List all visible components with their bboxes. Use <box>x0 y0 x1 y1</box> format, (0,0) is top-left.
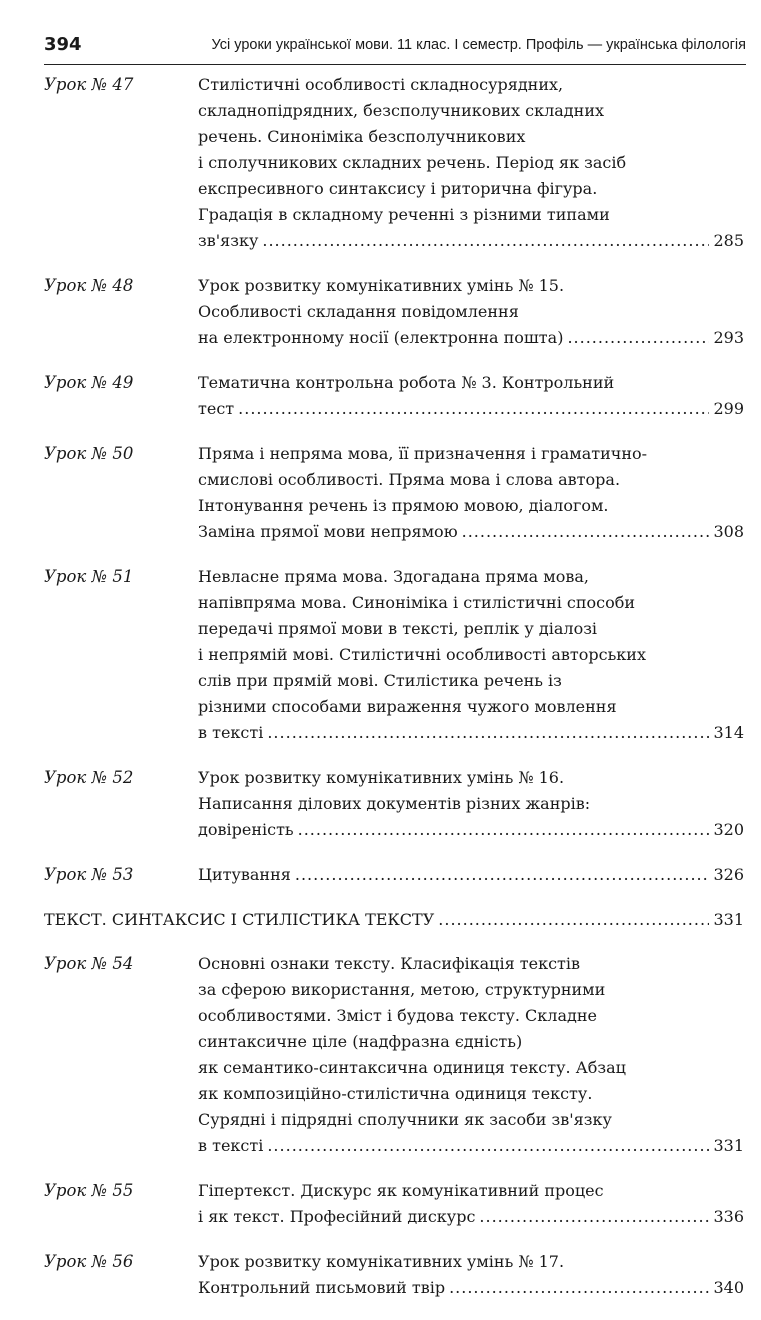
entry-line: Урок розвитку комунікативних умінь № 17. <box>198 1252 565 1271</box>
entry-last-text: Контрольний письмовий твір <box>198 1278 446 1297</box>
entry-line: Невласне пряма мова. Здогадана пряма мова, <box>198 567 590 586</box>
entry-last-text: Цитування <box>198 865 291 884</box>
page-number: 394 <box>44 34 82 55</box>
toc-entry <box>44 765 744 843</box>
lesson-label: Урок № 48 <box>44 276 134 295</box>
entry-text <box>198 273 744 351</box>
entry-line: синтаксичне ціле (надфразна єдність) <box>198 1032 523 1051</box>
entry-text <box>198 1249 744 1301</box>
page-reference: 326 <box>713 865 744 884</box>
lesson-label: Урок № 50 <box>44 444 134 463</box>
entry-last-line <box>198 325 744 351</box>
entry-line: Написання ділових документів різних жанрів: <box>198 794 591 813</box>
leader-dots <box>238 396 709 422</box>
entry-line: і непрямій мові. Стилістичні особливості авторських <box>198 645 646 664</box>
entry-text <box>198 862 744 888</box>
entry-line: речень. Синоніміка безсполучникових <box>198 127 526 146</box>
entry-last-line <box>198 1275 744 1301</box>
entry-text <box>198 951 744 1159</box>
entry-line: смислові особливості. Пряма мова і слова автора. <box>198 470 621 489</box>
entry-last-line <box>198 519 744 545</box>
entry-line: Основні ознаки тексту. Класифікація текстів <box>198 954 581 973</box>
page-reference: 308 <box>713 522 744 541</box>
entry-line: Гіпертекст. Дискурс як комунікативний процес <box>198 1181 604 1200</box>
toc-entries-after <box>44 951 744 1301</box>
leader-dots <box>462 519 710 545</box>
toc-entries-before <box>44 72 744 888</box>
lesson-label: Урок № 51 <box>44 567 134 586</box>
leader-dots <box>262 228 709 254</box>
toc-entry <box>44 72 744 254</box>
page-reference: 336 <box>713 1207 744 1226</box>
entry-last-text: на електронному носії (електронна пошта) <box>198 328 564 347</box>
leader-dots <box>267 1133 709 1159</box>
entry-line: слів при прямій мові. Стилістика речень із <box>198 671 562 690</box>
section-page-number: 331 <box>713 910 744 929</box>
entry-last-line <box>198 228 744 254</box>
entry-text <box>198 1178 744 1230</box>
leader-dots <box>295 862 710 888</box>
entry-line: як семантико-синтаксична одиниця тексту. Абзац <box>198 1058 626 1077</box>
leader-dots <box>449 1275 709 1301</box>
leader-dots <box>438 907 709 933</box>
entry-last-text: зв'язку <box>198 231 259 250</box>
lesson-label: Урок № 53 <box>44 865 134 884</box>
lesson-label: Урок № 49 <box>44 373 134 392</box>
entry-text <box>198 441 744 545</box>
page-reference: 340 <box>713 1278 744 1297</box>
table-of-contents <box>44 72 744 1320</box>
page-reference: 314 <box>713 723 744 742</box>
entry-line: складнопідрядних, безсполучникових складних <box>198 101 605 120</box>
entry-line: Пряма і непряма мова, її призначення і граматично- <box>198 444 648 463</box>
entry-last-line <box>198 817 744 843</box>
entry-text <box>198 564 744 746</box>
page-header <box>44 34 746 65</box>
entry-line: різними способами вираження чужого мовлення <box>198 697 617 716</box>
page-reference: 293 <box>713 328 744 347</box>
page-reference: 331 <box>713 1136 744 1155</box>
page-reference: 299 <box>713 399 744 418</box>
entry-last-text: тест <box>198 399 235 418</box>
entry-line: експресивного синтаксису і риторична фігура. <box>198 179 598 198</box>
entry-last-line <box>198 862 744 888</box>
entry-text <box>198 765 744 843</box>
entry-line: напівпряма мова. Синоніміка і стилістичні способи <box>198 593 636 612</box>
entry-last-line <box>198 396 744 422</box>
entry-line: передачі прямої мови в тексті, реплік у діалозі <box>198 619 598 638</box>
section-title: ТЕКСТ. СИНТАКСИС І СТИЛІСТИКА ТЕКСТУ <box>44 910 435 929</box>
entry-last-line <box>198 1133 744 1159</box>
lesson-label: Урок № 55 <box>44 1181 134 1200</box>
toc-entry <box>44 1249 744 1301</box>
leader-dots <box>298 817 710 843</box>
toc-entry <box>44 441 744 545</box>
entry-line: особливостями. Зміст і будова тексту. Складне <box>198 1006 597 1025</box>
entry-last-text: і як текст. Професійний дискурс <box>198 1207 476 1226</box>
toc-entry <box>44 862 744 888</box>
leader-dots <box>567 325 709 351</box>
entry-text <box>198 370 744 422</box>
lesson-label: Урок № 47 <box>44 75 134 94</box>
entry-line: Особливості складання повідомлення <box>198 302 519 321</box>
entry-last-text: довіреність <box>198 820 294 839</box>
section-heading <box>44 907 744 933</box>
lesson-label: Урок № 56 <box>44 1252 134 1271</box>
entry-last-text: в тексті <box>198 723 264 742</box>
entry-line: Тематична контрольна робота № 3. Контрольний <box>198 373 615 392</box>
toc-entry <box>44 951 744 1159</box>
entry-text <box>198 72 744 254</box>
entry-line: Урок розвитку комунікативних умінь № 16. <box>198 768 565 787</box>
toc-entry <box>44 1178 744 1230</box>
entry-last-text: в тексті <box>198 1136 264 1155</box>
toc-entry <box>44 273 744 351</box>
entry-line: і сполучникових складних речень. Період як засіб <box>198 153 627 172</box>
leader-dots <box>267 720 709 746</box>
entry-line: Градація в складному реченні з різними типами <box>198 205 610 224</box>
page-reference: 320 <box>713 820 744 839</box>
entry-line: як композиційно-стилістична одиниця тексту. <box>198 1084 593 1103</box>
running-title: Усі уроки української мови. 11 клас. І семестр. Профіль — українська філологія <box>211 37 746 53</box>
entry-line: Урок розвитку комунікативних умінь № 15. <box>198 276 565 295</box>
leader-dots <box>479 1204 709 1230</box>
toc-entry <box>44 564 744 746</box>
entry-last-text: Заміна прямої мови непрямою <box>198 522 458 541</box>
lesson-label: Урок № 54 <box>44 954 134 973</box>
toc-entry <box>44 370 744 422</box>
entry-line: Сурядні і підрядні сполучники як засоби зв'язку <box>198 1110 612 1129</box>
entry-line: за сферою використання, метою, структурними <box>198 980 606 999</box>
entry-line: Інтонування речень із прямою мовою, діалогом. <box>198 496 609 515</box>
lesson-label: Урок № 52 <box>44 768 134 787</box>
entry-last-line <box>198 1204 744 1230</box>
entry-last-line <box>198 720 744 746</box>
entry-line: Стилістичні особливості складносурядних, <box>198 75 564 94</box>
page-reference: 285 <box>713 231 744 250</box>
